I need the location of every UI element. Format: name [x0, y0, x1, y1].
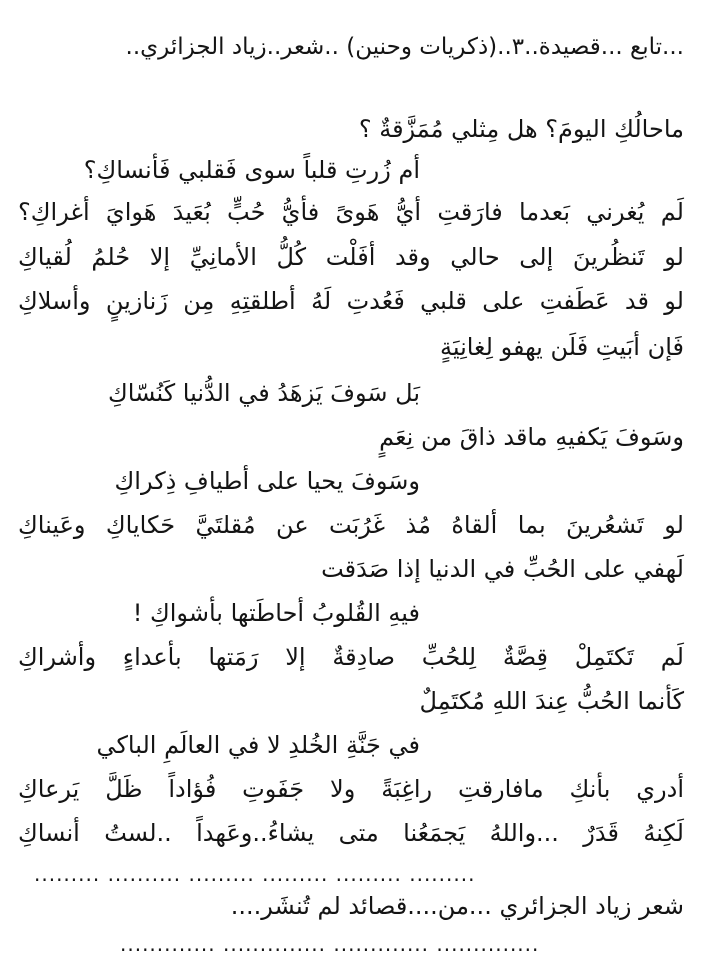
- poem-title: ...تابع ...قصيدة..٣..(ذكريات وحنين) ..شعر..زياد الجزائري..: [125, 34, 684, 60]
- poem-line: أدري بأنكِ مافارقتِ راغِبَةً ولا جَفَوتِ فُؤاداً ظَلَّ يَرعاكِ: [18, 775, 684, 803]
- signature-line: شعر زياد الجزائري ...من....قصائد لم تُنشَر....: [230, 892, 684, 920]
- poem-line: لَم تَكتَمِلْ قِصَّةٌ لِلحُبِّ صادِقةٌ إلا رَمَتها بأعداءٍ وأشراكِ: [18, 643, 684, 671]
- dotted-separator: ......... .......... ......... ......... ......... .........: [34, 862, 476, 886]
- poem-line: لَكِنهُ قَدَرٌ ...واللهُ يَجمَعُنا متى يشاءُ..وعَهداً ..لستُ أنساكِ: [18, 819, 684, 847]
- poem-line: كَأنما الحُبُّ عِندَ اللهِ مُكتَمِلٌ: [419, 687, 684, 715]
- poem-line: لو تَشعُرينَ بما ألقاهُ مُذ غَرُبَت عن مُقلتَيَّ حَكاياكِ وعَيناكِ: [18, 511, 684, 539]
- poem-line: وسَوفَ يحيا على أطيافِ ذِكراكِ: [114, 467, 420, 495]
- poem-line: بَل سَوفَ يَزهَدُ في الدُّنيا كَنُسّاكِ: [107, 379, 420, 407]
- dotted-separator: ............. .............. ............. ..............: [120, 932, 540, 956]
- poem-line: فيهِ القُلوبُ أحاطَتها بأشواكِ !: [132, 599, 420, 627]
- poem-line: وسَوفَ يَكفيهِ ماقد ذاقَ من نِعَمٍ: [379, 423, 684, 451]
- poem-line: لَهفي على الحُبِّ في الدنيا إذا صَدَقت: [321, 555, 684, 583]
- poem-line: في جَنَّةِ الخُلدِ لا في العالَمِ الباكي: [96, 731, 420, 759]
- poem-line: ماحالُكِ اليومَ؟ هل مِثلي مُمَزَّقةٌ ؟: [358, 115, 684, 143]
- poem-line: لو تَنظُرينَ إلى حالي وقد أفَلْت كُلُّ الأمانِيِّ إلا حُلمُ لُقياكِ: [18, 243, 684, 271]
- poem-line: لَم يُغرني بَعدما فارَقتِ أيُّ هَوىً فأيُّ حُبٍّ بُعَيدَ هَوايَ أغراكِ؟: [18, 198, 684, 226]
- poem-line: أم زُرتِ قلباً سوى فَقلبي فَأنساكِ؟: [83, 156, 420, 184]
- poem-line: لو قد عَطَفتِ على قلبي فَعُدتِ لَهُ أطلقتِهِ مِن زَنازينٍ وأسلاكِ: [18, 287, 684, 315]
- poem-line: فَإن أبَيتِ فَلَن يهفو لِغانِيَةٍ: [439, 333, 684, 361]
